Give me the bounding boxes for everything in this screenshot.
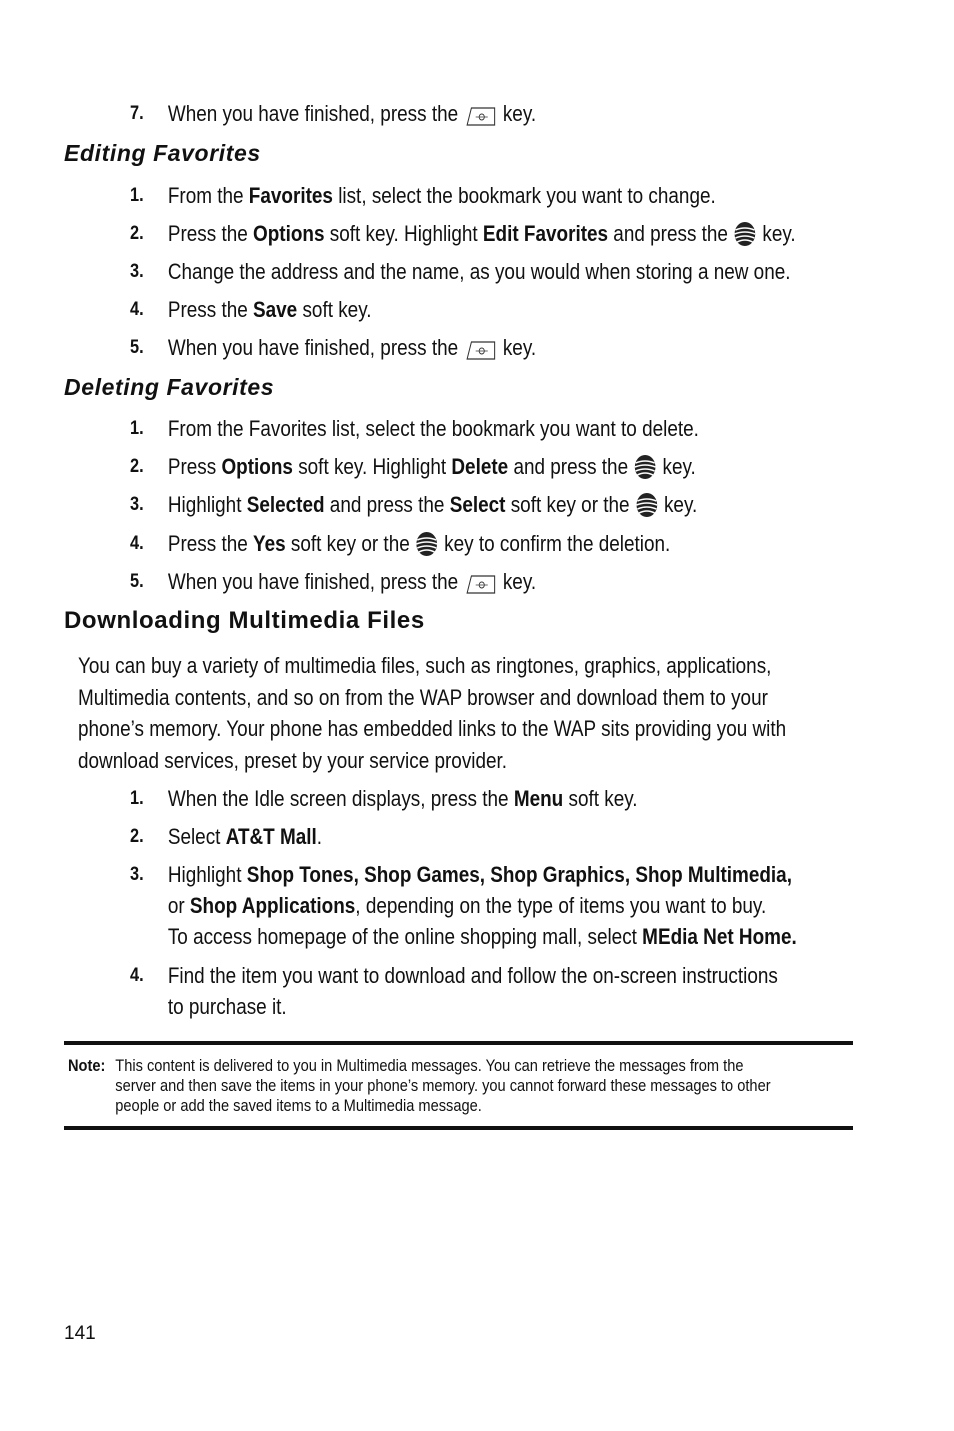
heading-downloading-multimedia: Downloading Multimedia Files (64, 607, 425, 634)
downloading-intro-paragraph: You can buy a variety of multimedia files, such as ringtones, graphics, applications, Multimedia contents, and so on from the WAP browser and download them to your phone’s memory. Your phone has embedded links to the WAP sits providing you with download services, preset by your service provider. (78, 653, 787, 773)
heading-deleting-favorites: Deleting Favorites (64, 374, 275, 400)
end-key-icon (463, 339, 497, 361)
note-bottom-rule (64, 1126, 853, 1130)
note-label: Note: (68, 1056, 106, 1075)
note-top-rule (64, 1041, 853, 1045)
note-box: Note: This content is delivered to you in Multimedia messages. You can retrieve the messages from the server and then save the items in your phone’s memory. you cannot forward these messages to other people or add the saved items to a Multimedia message. (68, 1056, 771, 1115)
att-globe-icon (733, 220, 757, 248)
att-globe-icon (633, 453, 657, 481)
end-key-icon (463, 105, 497, 127)
end-key-icon (463, 573, 497, 595)
heading-editing-favorites: Editing Favorites (64, 140, 261, 166)
att-globe-icon (415, 530, 439, 558)
att-globe-icon (635, 491, 659, 519)
page-number: 141 (64, 1323, 96, 1344)
manual-page: 7. When you have finished, press the key. Editing Favorites 1. From the Favorites list, select the bookmark you want to change. 2. Press the Options soft key. Highlight Edit Favorites and press the key. 3. Change the address and the name, as you would when storing a new one. 4. Press the Save soft key. 5. When you have finished, press the key. Deleting Favorites 1. From the Favorites list, select the bookmark you want to delete. 2. Press Options soft key. Highlight Delete and press the key. 3. Highlight Selected and press the Select soft key or the key. 4. Press the Yes soft key or the key to confirm the deletion. 5. When you have finished, press the key. Downloading Multimedia Files You can buy a variety of multimedia files, such as ringtones, graphics, applications, Multimedia contents, and so on from the WAP browser and download them to your phone’s memory. Your phone has embedded links to the WAP sits providing you with download services, preset by your service provider. 1. When the Idle screen displays, press the Menu soft key. 2. Select AT&T Mall. 3. Highlight Shop Tones, Shop Games, Shop Graphics, Shop Multimedia, or Shop Applications, depending on the type of items you want to buy. To access homepage of the online shopping mall, select MEdia Net Home. 4. Find the item you want to download and follow the on-screen instructions to purchase it. Note: This content is delivered to you in Multimedia messages. You can retrieve the messages from the server and then save the items in your phone’s memory. you cannot forward these messages to other people or add the saved items to a Multimedia message. 141 (0, 0, 954, 1431)
